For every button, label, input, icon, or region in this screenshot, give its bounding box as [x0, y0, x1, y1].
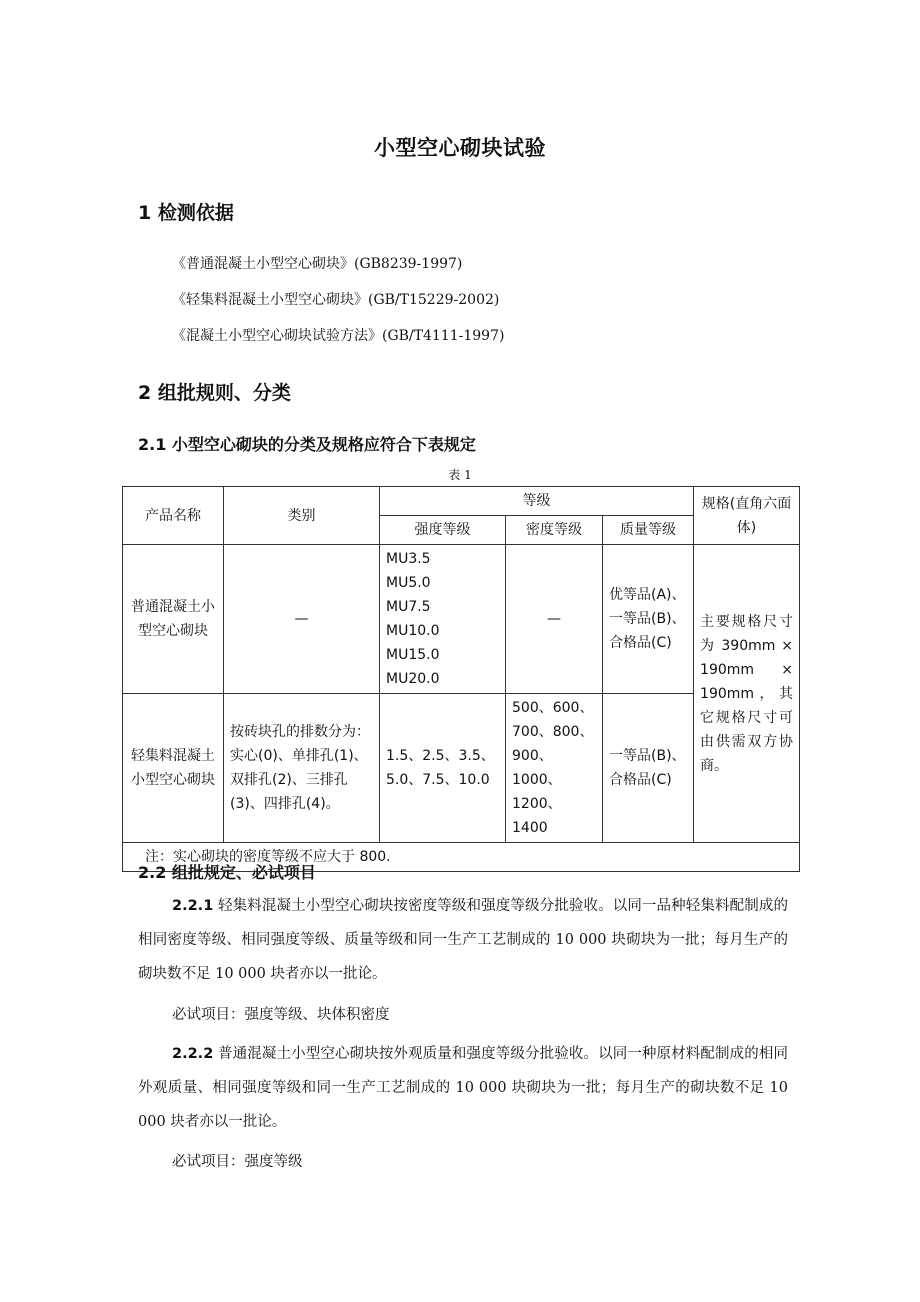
row1-density: — — [506, 545, 603, 694]
strength-item: MU10.0 — [386, 623, 440, 639]
strength-item: MU15.0 — [386, 647, 440, 663]
header-density-grade: 密度等级 — [506, 516, 603, 545]
table-note: 注：实心砌块的密度等级不应大于 800. — [123, 843, 800, 872]
clause-text: 普通混凝土小型空心砌块按外观质量和强度等级分批验收。以同一种原材料配制成的相同外观质量、相同强度等级和同一生产工艺制成的 10 000 块砌块为一批；每月生产的砌块数不足 10 000 块者亦以一批论。 — [138, 1046, 788, 1130]
section-1-heading: 1 检测依据 — [138, 202, 234, 224]
clause-text: 轻集料混凝土小型空心砌块按密度等级和强度等级分批验收。以同一品种轻集料配制成的相同密度等级、相同强度等级、质量等级和同一生产工艺制成的 10 000 块砌块为一批；每月生产的砌块数不足 10 000 块者亦以一批论。 — [138, 898, 788, 982]
row2-product: 轻集料混凝土小型空心砌块 — [123, 694, 224, 843]
strength-item: MU5.0 — [386, 575, 431, 591]
row2-strength: 1.5、2.5、3.5、5.0、7.5、10.0 — [380, 694, 506, 843]
row2-category: 按砖块孔的排数分为：实心(0)、单排孔(1)、双排孔(2)、三排孔(3)、四排孔(4)。 — [224, 694, 380, 843]
reference-1: 《普通混凝土小型空心砌块》(GB8239-1997) — [172, 256, 463, 272]
section-2-heading: 2 组批规则、分类 — [138, 382, 291, 404]
required-tests-1: 必试项目：强度等级、块体积密度 — [172, 1007, 390, 1023]
table-caption: 表 1 — [448, 468, 472, 482]
header-strength-grade: 强度等级 — [380, 516, 506, 545]
header-quality-grade: 质量等级 — [603, 516, 694, 545]
reference-2: 《轻集料混凝土小型空心砌块》(GB/T15229-2002) — [172, 292, 500, 308]
paragraph-2-2-1 — [138, 889, 788, 991]
clause-number: 2.2.1 — [172, 898, 214, 914]
row2-density: 500、600、700、800、900、1000、1200、1400 — [506, 694, 603, 843]
spec-cell: 主要规格尺寸为 390mm × 190mm × 190mm，其它规格尺寸可由供需双方协商。 — [694, 545, 800, 843]
header-spec: 规格(直角六面体) — [694, 487, 800, 545]
page-title: 小型空心砌块试验 — [374, 136, 546, 160]
row1-product: 普通混凝土小型空心砌块 — [123, 545, 224, 694]
strength-item: MU7.5 — [386, 599, 431, 615]
header-category: 类别 — [224, 487, 380, 545]
paragraph-2-2-2 — [138, 1037, 788, 1139]
row1-category: — — [224, 545, 380, 694]
strength-item: MU20.0 — [386, 671, 440, 687]
classification-table — [122, 486, 800, 872]
subsection-2-2-heading: 2.2 组批规定、必试项目 — [138, 863, 316, 882]
reference-3: 《混凝土小型空心砌块试验方法》(GB/T4111-1997) — [172, 328, 505, 344]
table-row — [123, 545, 800, 694]
row1-quality: 优等品(A)、一等品(B)、合格品(C) — [603, 545, 694, 694]
required-tests-2: 必试项目：强度等级 — [172, 1154, 303, 1170]
strength-item: MU3.5 — [386, 551, 431, 567]
header-grade: 等级 — [380, 487, 694, 516]
header-product-name: 产品名称 — [123, 487, 224, 545]
subsection-2-1-heading: 2.1 小型空心砌块的分类及规格应符合下表规定 — [138, 435, 476, 454]
clause-number: 2.2.2 — [172, 1046, 214, 1062]
row2-quality: 一等品(B)、合格品(C) — [603, 694, 694, 843]
row1-strength-list — [380, 545, 506, 694]
